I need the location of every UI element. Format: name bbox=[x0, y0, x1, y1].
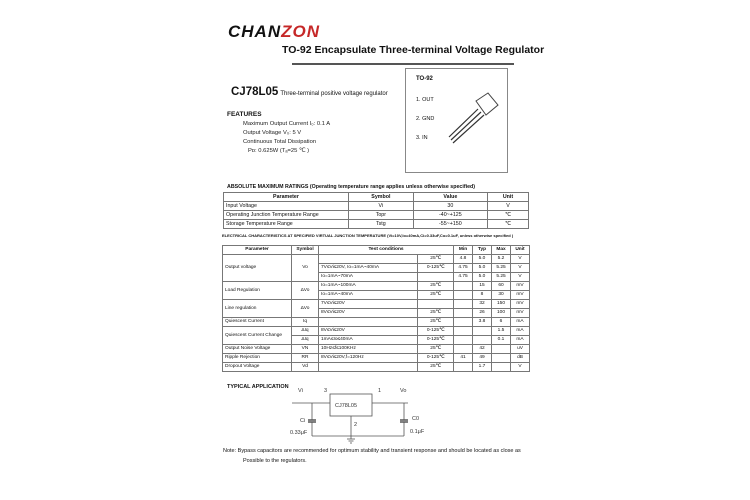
cell: 25℃ bbox=[418, 282, 454, 291]
package-name: TO-92 bbox=[416, 76, 433, 82]
cell: Vo bbox=[292, 255, 319, 282]
table-row bbox=[223, 327, 530, 336]
cell: dB bbox=[511, 354, 530, 363]
cell: Io=1mA~70mA bbox=[319, 273, 418, 282]
cell: 15 bbox=[473, 282, 492, 291]
cell: 6 bbox=[492, 318, 511, 327]
chip-label: CJ78L05 bbox=[335, 403, 358, 409]
cell bbox=[454, 363, 473, 372]
cell: V bbox=[511, 264, 530, 273]
cell: Quiescent Current Change bbox=[223, 327, 292, 345]
features-heading: FEATURES bbox=[227, 111, 262, 118]
cell: Line regulation bbox=[223, 300, 292, 318]
cell: uV bbox=[511, 345, 530, 354]
cell: Input Voltage bbox=[224, 202, 349, 211]
cell: 8V≤Vi≤20V bbox=[319, 327, 418, 336]
cell: 25℃ bbox=[418, 309, 454, 318]
feature-item: Continuous Total Dissipation bbox=[243, 139, 317, 145]
cell: Output Noise Voltage bbox=[223, 345, 292, 354]
cell: ℃ bbox=[487, 211, 528, 220]
column-header: Unit bbox=[487, 193, 528, 202]
abs-max-heading: ABSOLUTE MAXIMUM RATINGS (Operating temperature range applies unless otherwise specified) bbox=[227, 184, 476, 190]
brand-part1: CHAN bbox=[228, 22, 282, 41]
vo-label: Vo bbox=[400, 388, 407, 394]
cell: Output voltage bbox=[223, 255, 292, 282]
pin-label: 2. GND bbox=[416, 116, 435, 122]
cell: mV bbox=[511, 309, 530, 318]
cell: ℃ bbox=[487, 220, 528, 229]
cell: 41 bbox=[454, 354, 473, 363]
note-line1: Note: Bypass capacitors are recommended for optimum stability and transient response and should be located as close as bbox=[223, 448, 521, 454]
elec-table bbox=[222, 245, 530, 372]
cell: ΔVo bbox=[292, 300, 319, 318]
title-divider bbox=[292, 63, 514, 65]
cell bbox=[319, 255, 418, 264]
cell: 25℃ bbox=[418, 291, 454, 300]
table-header-row bbox=[223, 246, 530, 255]
cell bbox=[454, 327, 473, 336]
cell: V bbox=[487, 202, 528, 211]
pin-label: 3. IN bbox=[416, 135, 428, 141]
cell bbox=[418, 273, 454, 282]
cell: 5.25 bbox=[492, 273, 511, 282]
cell: Operating Junction Temperature Range bbox=[224, 211, 349, 220]
cell: Dropout Voltage bbox=[223, 363, 292, 372]
cell: 150 bbox=[492, 300, 511, 309]
cell: Io=1mA~40mA bbox=[319, 291, 418, 300]
cell: VN bbox=[292, 345, 319, 354]
column-header: Parameter bbox=[223, 246, 292, 255]
cell: mA bbox=[511, 336, 530, 345]
cell: 60 bbox=[492, 282, 511, 291]
pin-label: 1. OUT bbox=[416, 97, 434, 103]
cell: 5.0 bbox=[473, 273, 492, 282]
cell: 8V≤Vi≤20V,f=120Hz bbox=[319, 354, 418, 363]
column-header: Max bbox=[492, 246, 511, 255]
cell: 5.2 bbox=[492, 255, 511, 264]
cell: V bbox=[511, 273, 530, 282]
table-row bbox=[224, 211, 529, 220]
cell bbox=[319, 363, 418, 372]
page-title: TO-92 Encapsulate Three-terminal Voltage Regulator bbox=[282, 44, 545, 56]
cell: Vi bbox=[349, 202, 414, 211]
table-row bbox=[223, 354, 530, 363]
cell: 1mA≤Io≤40mA bbox=[319, 336, 418, 345]
column-header: Unit bbox=[511, 246, 530, 255]
brand-logo bbox=[228, 22, 320, 42]
cell: 0.1 bbox=[492, 336, 511, 345]
application-circuit-diagram bbox=[280, 384, 440, 446]
cell: 7V≤Vi≤20V, Io=1mA~40mA bbox=[319, 264, 418, 273]
cell: 25℃ bbox=[418, 363, 454, 372]
cell: 25℃ bbox=[418, 255, 454, 264]
table-row bbox=[223, 345, 530, 354]
cell bbox=[319, 318, 418, 327]
column-header: Value bbox=[413, 193, 487, 202]
cell: 4.75 bbox=[454, 273, 473, 282]
column-header: Parameter bbox=[224, 193, 349, 202]
feature-item: Pᴅ: 0.625W (Tₐ=25 ℃ ) bbox=[248, 148, 309, 154]
column-header: Test conditions bbox=[319, 246, 454, 255]
ci-label: Ci bbox=[300, 418, 306, 424]
vi-label: Vi bbox=[298, 388, 303, 394]
table-row bbox=[223, 363, 530, 372]
column-header: Typ bbox=[473, 246, 492, 255]
cell: 5.25 bbox=[492, 264, 511, 273]
cell: 4.8 bbox=[454, 255, 473, 264]
to92-package-icon bbox=[406, 69, 507, 172]
cell: mA bbox=[511, 318, 530, 327]
cell bbox=[454, 291, 473, 300]
cell: Load Regulation bbox=[223, 282, 292, 300]
note-line2: Possible to the regulators. bbox=[243, 458, 307, 464]
cell bbox=[454, 318, 473, 327]
cell bbox=[492, 354, 511, 363]
cell: ΔIq bbox=[292, 327, 319, 336]
cell: 30 bbox=[413, 202, 487, 211]
cell: mV bbox=[511, 282, 530, 291]
cell: 0-125℃ bbox=[418, 327, 454, 336]
cell: V bbox=[511, 255, 530, 264]
cell: Quiescent Current bbox=[223, 318, 292, 327]
elec-heading: ELECTRICAL CHARACTERISTICS AT SPECIFIED VIRTUAL JUNCTION TEMPERATURE (Vi=10V,Io=40mA,Ci=0.33uF,Co=0.1uF, unless otherwise specified ) bbox=[222, 233, 514, 238]
pin2-label: 2 bbox=[354, 422, 358, 428]
cell: Tstg bbox=[349, 220, 414, 229]
co-value: 0.1μF bbox=[410, 429, 425, 435]
cell: 42 bbox=[473, 345, 492, 354]
cell bbox=[473, 327, 492, 336]
cell: 3.8 bbox=[473, 318, 492, 327]
table-row bbox=[223, 300, 530, 309]
cell: 1.7 bbox=[473, 363, 492, 372]
cell: RR bbox=[292, 354, 319, 363]
cell: Vd bbox=[292, 363, 319, 372]
cell: 100 bbox=[492, 309, 511, 318]
abs-max-table bbox=[223, 192, 529, 229]
table-row bbox=[223, 282, 530, 291]
cell: 25℃ bbox=[418, 318, 454, 327]
cell: Io=1mA~100mA bbox=[319, 282, 418, 291]
brand-part2: ZON bbox=[281, 22, 320, 41]
table-row bbox=[223, 255, 530, 264]
part-name: CJ78L05 bbox=[231, 86, 279, 98]
table-row bbox=[224, 202, 529, 211]
column-header: Min bbox=[454, 246, 473, 255]
co-label: C0 bbox=[412, 416, 420, 422]
cell: 4.75 bbox=[454, 264, 473, 273]
cell: 7V≤Vi≤20V bbox=[319, 300, 418, 309]
cell: 0-125℃ bbox=[418, 336, 454, 345]
cell: 26 bbox=[473, 309, 492, 318]
table-row bbox=[224, 220, 529, 229]
cell: V bbox=[511, 363, 530, 372]
cell: Storage Temperature Range bbox=[224, 220, 349, 229]
cell: ΔVo bbox=[292, 282, 319, 300]
cell: mA bbox=[511, 327, 530, 336]
part-description: Three-terminal positive voltage regulator bbox=[280, 91, 388, 97]
cell bbox=[454, 336, 473, 345]
cell: Iq bbox=[292, 318, 319, 327]
cell: 5.0 bbox=[473, 264, 492, 273]
cell: 8V≤Vi≤20V bbox=[319, 309, 418, 318]
table-row bbox=[223, 318, 530, 327]
ci-value: 0.33μF bbox=[290, 430, 308, 436]
cell: 0-125℃ bbox=[418, 354, 454, 363]
cell: 10Hz≤f≤100KHz bbox=[319, 345, 418, 354]
package-box bbox=[405, 68, 508, 173]
application-heading: TYPICAL APPLICATION bbox=[227, 384, 289, 390]
cell bbox=[454, 300, 473, 309]
table-header-row bbox=[224, 193, 529, 202]
cell: 25℃ bbox=[418, 345, 454, 354]
cell bbox=[454, 282, 473, 291]
cell: 0-125℃ bbox=[418, 264, 454, 273]
cell bbox=[473, 336, 492, 345]
column-header: Symbol bbox=[349, 193, 414, 202]
cell: 49 bbox=[473, 354, 492, 363]
feature-item: Output Voltage V₀: 5 V bbox=[243, 130, 302, 136]
cell: 30 bbox=[492, 291, 511, 300]
cell bbox=[418, 300, 454, 309]
cell: Ripple Rejection bbox=[223, 354, 292, 363]
part-heading bbox=[231, 86, 388, 98]
cell bbox=[454, 309, 473, 318]
cell: Topr bbox=[349, 211, 414, 220]
cell: ΔIq bbox=[292, 336, 319, 345]
cell: -55~+150 bbox=[413, 220, 487, 229]
cell: mV bbox=[511, 300, 530, 309]
pin3-label: 3 bbox=[324, 388, 328, 394]
pin1-label: 1 bbox=[378, 388, 382, 394]
cell: 5.0 bbox=[473, 255, 492, 264]
cell bbox=[492, 345, 511, 354]
cell: 8 bbox=[473, 291, 492, 300]
cell bbox=[492, 363, 511, 372]
cell: 32 bbox=[473, 300, 492, 309]
cell: 1.5 bbox=[492, 327, 511, 336]
feature-item: Maximum Output Current I₀: 0.1 A bbox=[243, 121, 331, 127]
cell bbox=[454, 345, 473, 354]
cell: -40~+125 bbox=[413, 211, 487, 220]
column-header: Symbol bbox=[292, 246, 319, 255]
cell: mV bbox=[511, 291, 530, 300]
